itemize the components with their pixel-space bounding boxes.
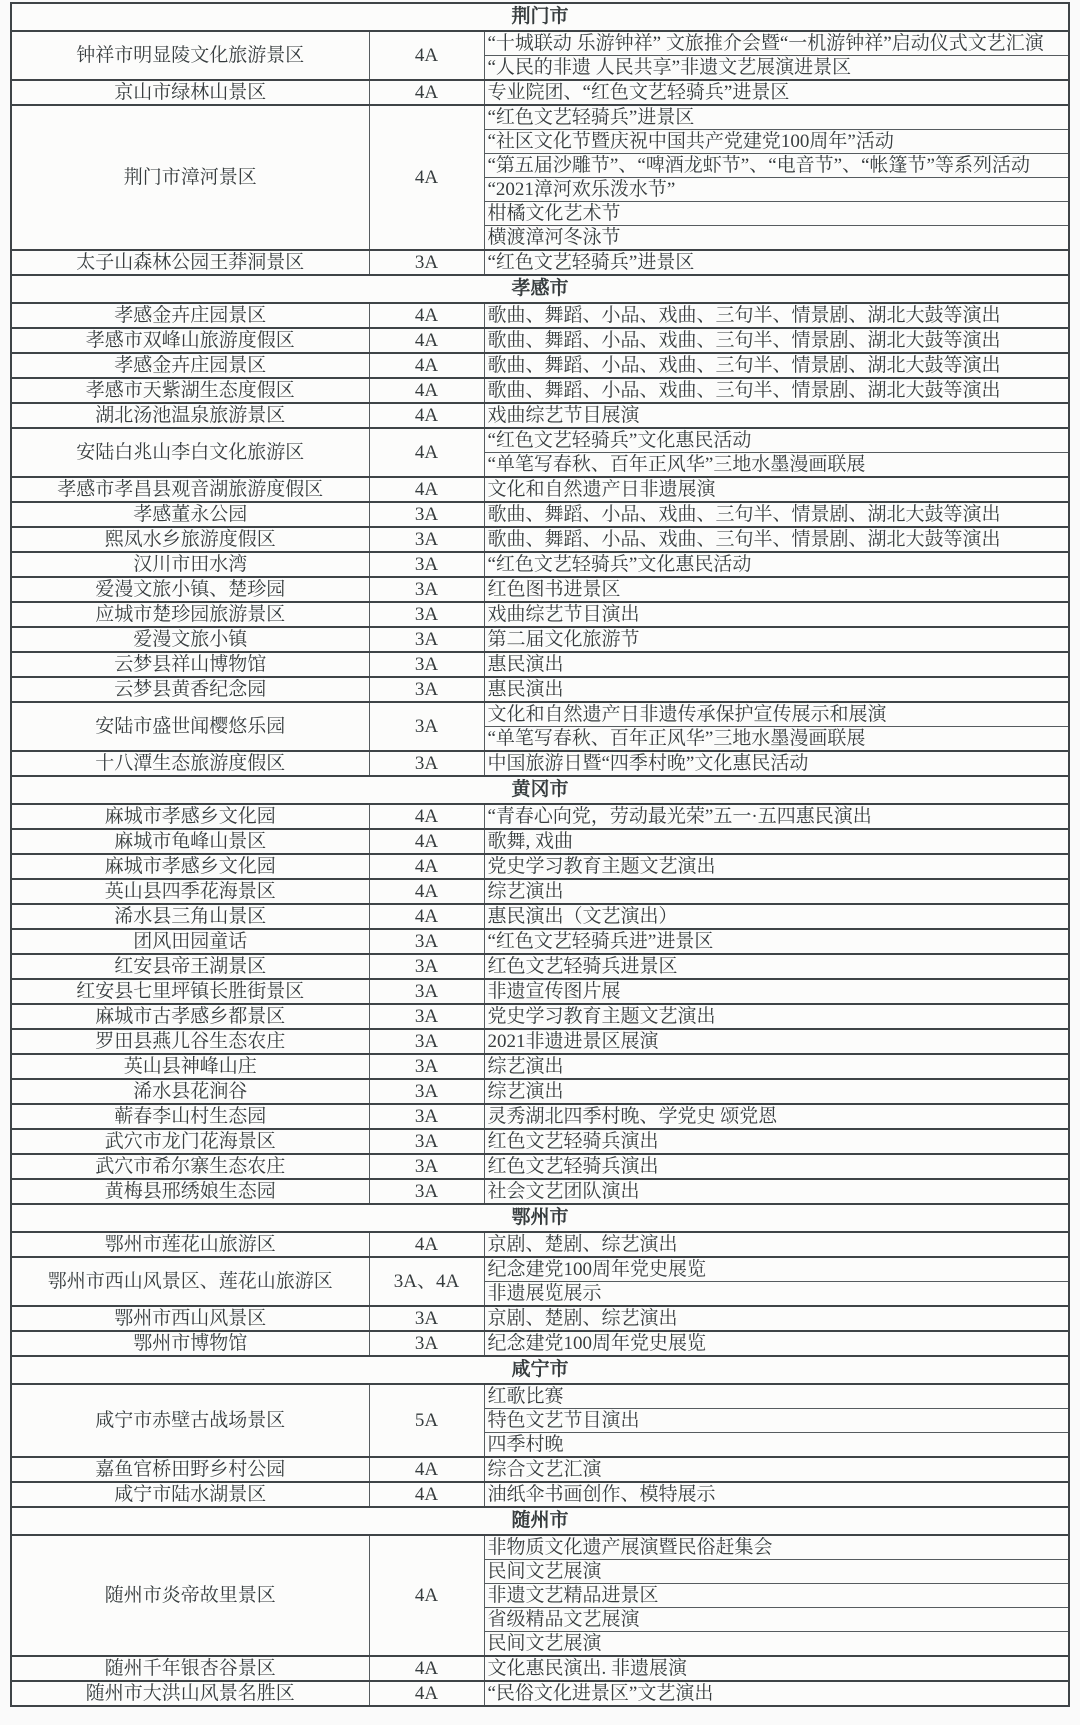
table-row	[11, 979, 1069, 1004]
table-row	[11, 804, 1069, 829]
rating-badge: 4A	[369, 879, 484, 904]
table-row	[11, 1384, 1069, 1409]
city-header-row	[11, 275, 1069, 303]
activity-cell: 文化和自然遗产日非遗传承保护宣传展示和展演	[484, 702, 1069, 727]
attraction-name: 红安县帝王湖景区	[11, 954, 369, 979]
attraction-name: 鄂州市西山风景区	[11, 1306, 369, 1331]
table-row	[11, 477, 1069, 502]
attraction-name: 浠水县三角山景区	[11, 904, 369, 929]
activity-cell: 社会文艺团队演出	[484, 1179, 1069, 1204]
attraction-name: 熙凤水乡旅游度假区	[11, 527, 369, 552]
attraction-name: 鄂州市西山风景区、莲花山旅游区	[11, 1257, 369, 1306]
rating-badge: 3A	[369, 1306, 484, 1331]
table-row	[11, 904, 1069, 929]
activity-cell: 中国旅游日暨“四季村晚”文化惠民活动	[484, 751, 1069, 776]
attraction-name: 麻城市孝感乡文化园	[11, 854, 369, 879]
activity-cell: 惠民演出	[484, 677, 1069, 702]
table-row	[11, 1004, 1069, 1029]
rating-badge: 4A	[369, 403, 484, 428]
table-row	[11, 1482, 1069, 1507]
table-row	[11, 105, 1069, 130]
activity-cell: 特色文艺节目演出	[484, 1409, 1069, 1433]
attraction-name: 孝感董永公园	[11, 502, 369, 527]
attraction-name: 京山市绿林山景区	[11, 80, 369, 105]
city-header-row	[11, 3, 1069, 31]
rating-badge: 3A	[369, 1104, 484, 1129]
table-row	[11, 1656, 1069, 1681]
table-row	[11, 954, 1069, 979]
table-row	[11, 652, 1069, 677]
activity-cell: “青春心向党，劳动最光荣”五一·五四惠民演出	[484, 804, 1069, 829]
attraction-name: 麻城市龟峰山景区	[11, 829, 369, 854]
attraction-name: 武穴市希尔寨生态农庄	[11, 1154, 369, 1179]
attraction-name: 英山县四季花海景区	[11, 879, 369, 904]
table-row	[11, 1457, 1069, 1482]
city-header: 荆门市	[11, 3, 1069, 31]
rating-badge: 3A	[369, 577, 484, 602]
table-row	[11, 1179, 1069, 1204]
activity-cell: 纪念建党100周年党史展览	[484, 1257, 1069, 1282]
activity-cell: 第二届文化旅游节	[484, 627, 1069, 652]
table-row	[11, 1681, 1069, 1706]
table-row	[11, 1079, 1069, 1104]
rating-badge: 4A	[369, 477, 484, 502]
activity-cell: 红歌比赛	[484, 1384, 1069, 1409]
table-row	[11, 854, 1069, 879]
table-row	[11, 303, 1069, 328]
city-header-row	[11, 1507, 1069, 1535]
attraction-name: 汉川市田水湾	[11, 552, 369, 577]
rating-badge: 4A	[369, 303, 484, 328]
attraction-name: 咸宁市陆水湖景区	[11, 1482, 369, 1507]
activity-cell: 非物质文化遗产展演暨民俗赶集会	[484, 1535, 1069, 1560]
attraction-name: 武穴市龙门花海景区	[11, 1129, 369, 1154]
rating-badge: 3A	[369, 652, 484, 677]
attraction-name: 湖北汤池温泉旅游景区	[11, 403, 369, 428]
table-row	[11, 1029, 1069, 1054]
activity-cell: 文化惠民演出. 非遗展演	[484, 1656, 1069, 1681]
activity-cell: “2021漳河欢乐泼水节”	[484, 178, 1069, 202]
activity-cell: 歌曲、舞蹈、小品、戏曲、三句半、情景剧、湖北大鼓等演出	[484, 353, 1069, 378]
attraction-name: 鄂州市莲花山旅游区	[11, 1232, 369, 1257]
activity-cell: 京剧、楚剧、综艺演出	[484, 1306, 1069, 1331]
rating-badge: 4A	[369, 1482, 484, 1507]
city-header-row	[11, 776, 1069, 804]
city-header: 鄂州市	[11, 1204, 1069, 1232]
activity-cell: “红色文艺轻骑兵”文化惠民活动	[484, 428, 1069, 453]
activity-cell: 2021非遗进景区展演	[484, 1029, 1069, 1054]
attraction-name: 太子山森林公园王莽洞景区	[11, 250, 369, 275]
city-header: 咸宁市	[11, 1356, 1069, 1384]
table-row	[11, 502, 1069, 527]
attraction-name: 英山县神峰山庄	[11, 1054, 369, 1079]
activity-cell: 歌曲、舞蹈、小品、戏曲、三句半、情景剧、湖北大鼓等演出	[484, 527, 1069, 552]
attraction-name: 黄梅县邢绣娘生态园	[11, 1179, 369, 1204]
attraction-name: 团风田园童话	[11, 929, 369, 954]
table-body	[11, 3, 1069, 1706]
activity-cell: 省级精品文艺展演	[484, 1608, 1069, 1632]
activity-cell: 综合文艺汇演	[484, 1457, 1069, 1482]
table-row	[11, 1535, 1069, 1560]
activity-cell: 红色文艺轻骑兵进景区	[484, 954, 1069, 979]
table-row	[11, 751, 1069, 776]
attraction-name: 孝感市天紫湖生态度假区	[11, 378, 369, 403]
rating-badge: 3A	[369, 627, 484, 652]
activity-cell: 红色图书进景区	[484, 577, 1069, 602]
rating-badge: 3A	[369, 677, 484, 702]
activity-cell: “红色文艺轻骑兵”文化惠民活动	[484, 552, 1069, 577]
table-row	[11, 527, 1069, 552]
attraction-name: 安陆市盛世闻樱悠乐园	[11, 702, 369, 751]
rating-badge: 5A	[369, 1384, 484, 1457]
activity-cell: 纪念建党100周年党史展览	[484, 1331, 1069, 1356]
activity-cell: 非遗文艺精品进景区	[484, 1584, 1069, 1608]
rating-badge: 4A	[369, 804, 484, 829]
table-row	[11, 250, 1069, 275]
activity-cell: 歌曲、舞蹈、小品、戏曲、三句半、情景剧、湖北大鼓等演出	[484, 502, 1069, 527]
table-row	[11, 378, 1069, 403]
city-header: 黄冈市	[11, 776, 1069, 804]
attraction-name: 云梦县祥山博物馆	[11, 652, 369, 677]
activity-cell: 红色文艺轻骑兵演出	[484, 1129, 1069, 1154]
activity-cell: 戏曲综艺节目展演	[484, 403, 1069, 428]
table-row	[11, 702, 1069, 727]
activity-cell: 惠民演出	[484, 652, 1069, 677]
table-row	[11, 1104, 1069, 1129]
table-row	[11, 879, 1069, 904]
rating-badge: 3A	[369, 929, 484, 954]
attraction-name: 红安县七里坪镇长胜街景区	[11, 979, 369, 1004]
attraction-name: 鄂州市博物馆	[11, 1331, 369, 1356]
table-row	[11, 1232, 1069, 1257]
rating-badge: 3A	[369, 602, 484, 627]
attraction-name: 孝感市双峰山旅游度假区	[11, 328, 369, 353]
rating-badge: 3A	[369, 1129, 484, 1154]
activity-cell: 歌舞, 戏曲	[484, 829, 1069, 854]
table-row	[11, 1054, 1069, 1079]
table-row	[11, 1306, 1069, 1331]
rating-badge: 3A	[369, 502, 484, 527]
activity-cell: 戏曲综艺节目演出	[484, 602, 1069, 627]
attraction-name: 孝感市孝昌县观音湖旅游度假区	[11, 477, 369, 502]
rating-badge: 4A	[369, 1681, 484, 1706]
attraction-name: 罗田县燕儿谷生态农庄	[11, 1029, 369, 1054]
attraction-name: 麻城市孝感乡文化园	[11, 804, 369, 829]
table-row	[11, 1331, 1069, 1356]
activity-cell: 灵秀湖北四季村晚、学党史 颂党恩	[484, 1104, 1069, 1129]
activity-cell: “第五届沙雕节”、“啤酒龙虾节”、“电音节”、“帐篷节”等系列活动	[484, 154, 1069, 178]
activity-cell: 红色文艺轻骑兵演出	[484, 1154, 1069, 1179]
rating-badge: 3A	[369, 751, 484, 776]
attraction-name: 云梦县黄香纪念园	[11, 677, 369, 702]
rating-badge: 4A	[369, 80, 484, 105]
table-row	[11, 1129, 1069, 1154]
attraction-name: 麻城市古孝感乡都景区	[11, 1004, 369, 1029]
rating-badge: 4A	[369, 428, 484, 477]
rating-badge: 3A	[369, 702, 484, 751]
rating-badge: 3A	[369, 1331, 484, 1356]
table-row	[11, 80, 1069, 105]
table-row	[11, 1154, 1069, 1179]
city-header: 随州市	[11, 1507, 1069, 1535]
rating-badge: 4A	[369, 1457, 484, 1482]
city-header-row	[11, 1204, 1069, 1232]
activity-cell: 民间文艺展演	[484, 1632, 1069, 1657]
rating-badge: 3A	[369, 250, 484, 275]
activity-cell: 文化和自然遗产日非遗展演	[484, 477, 1069, 502]
attraction-name: 随州千年银杏谷景区	[11, 1656, 369, 1681]
activity-cell: 党史学习教育主题文艺演出	[484, 1004, 1069, 1029]
rating-badge: 3A	[369, 1179, 484, 1204]
rating-badge: 3A、4A	[369, 1257, 484, 1306]
rating-badge: 3A	[369, 552, 484, 577]
table-row	[11, 1257, 1069, 1282]
table-row	[11, 829, 1069, 854]
attraction-name: 安陆白兆山李白文化旅游区	[11, 428, 369, 477]
activity-cell: 综艺演出	[484, 879, 1069, 904]
attraction-name: 爱漫文旅小镇、楚珍园	[11, 577, 369, 602]
attraction-name: 蕲春李山村生态园	[11, 1104, 369, 1129]
activity-cell: 综艺演出	[484, 1079, 1069, 1104]
rating-badge: 3A	[369, 979, 484, 1004]
rating-badge: 3A	[369, 1079, 484, 1104]
attraction-name: 咸宁市赤壁古战场景区	[11, 1384, 369, 1457]
rating-badge: 4A	[369, 378, 484, 403]
table-row	[11, 577, 1069, 602]
rating-badge: 4A	[369, 353, 484, 378]
table-row	[11, 353, 1069, 378]
rating-badge: 3A	[369, 527, 484, 552]
activity-cell: “民俗文化进景区”文艺演出	[484, 1681, 1069, 1706]
rating-badge: 4A	[369, 31, 484, 80]
activity-cell: 歌曲、舞蹈、小品、戏曲、三句半、情景剧、湖北大鼓等演出	[484, 378, 1069, 403]
table-row	[11, 677, 1069, 702]
activity-cell: “红色文艺轻骑兵进”进景区	[484, 929, 1069, 954]
city-header: 孝感市	[11, 275, 1069, 303]
activity-cell: “单笔写春秋、百年正风华”三地水墨漫画联展	[484, 727, 1069, 752]
attractions-activities-table	[10, 2, 1070, 1707]
activity-cell: 歌曲、舞蹈、小品、戏曲、三句半、情景剧、湖北大鼓等演出	[484, 303, 1069, 328]
attraction-name: 随州市大洪山风景名胜区	[11, 1681, 369, 1706]
attraction-name: 荆门市漳河景区	[11, 105, 369, 250]
rating-badge: 4A	[369, 904, 484, 929]
attraction-name: 钟祥市明显陵文化旅游景区	[11, 31, 369, 80]
activity-cell: 非遗宣传图片展	[484, 979, 1069, 1004]
table-row	[11, 31, 1069, 56]
attraction-name: 嘉鱼官桥田野乡村公园	[11, 1457, 369, 1482]
rating-badge: 4A	[369, 1535, 484, 1656]
rating-badge: 3A	[369, 1054, 484, 1079]
rating-badge: 3A	[369, 1004, 484, 1029]
rating-badge: 4A	[369, 854, 484, 879]
attraction-name: 随州市炎帝故里景区	[11, 1535, 369, 1656]
table-row	[11, 929, 1069, 954]
activity-cell: 综艺演出	[484, 1054, 1069, 1079]
attraction-name: 爱漫文旅小镇	[11, 627, 369, 652]
activity-cell: 民间文艺展演	[484, 1560, 1069, 1584]
activity-cell: “十城联动 乐游钟祥” 文旅推介会暨“一机游钟祥”启动仪式文艺汇演	[484, 31, 1069, 56]
rating-badge: 4A	[369, 105, 484, 250]
rating-badge: 3A	[369, 1029, 484, 1054]
table-row	[11, 428, 1069, 453]
activity-cell: 京剧、楚剧、综艺演出	[484, 1232, 1069, 1257]
activity-cell: “单笔写春秋、百年正风华”三地水墨漫画联展	[484, 453, 1069, 478]
city-header-row	[11, 1356, 1069, 1384]
attraction-name: 浠水县花涧谷	[11, 1079, 369, 1104]
activity-cell: “人民的非遗 人民共享”非遗文艺展演进景区	[484, 56, 1069, 81]
rating-badge: 4A	[369, 1656, 484, 1681]
rating-badge: 4A	[369, 328, 484, 353]
activity-cell: 党史学习教育主题文艺演出	[484, 854, 1069, 879]
activity-cell: 柑橘文化艺术节	[484, 202, 1069, 226]
activity-cell: “社区文化节暨庆祝中国共产党建党100周年”活动	[484, 130, 1069, 154]
rating-badge: 4A	[369, 1232, 484, 1257]
attraction-name: 十八潭生态旅游度假区	[11, 751, 369, 776]
activity-cell: “红色文艺轻骑兵”进景区	[484, 105, 1069, 130]
table-row	[11, 552, 1069, 577]
rating-badge: 3A	[369, 954, 484, 979]
activity-cell: “红色文艺轻骑兵”进景区	[484, 250, 1069, 275]
activity-cell: 专业院团、“红色文艺轻骑兵”进景区	[484, 80, 1069, 105]
activity-cell: 歌曲、舞蹈、小品、戏曲、三句半、情景剧、湖北大鼓等演出	[484, 328, 1069, 353]
rating-badge: 3A	[369, 1154, 484, 1179]
attraction-name: 孝感金卉庄园景区	[11, 353, 369, 378]
activity-cell: 油纸伞书画创作、模特展示	[484, 1482, 1069, 1507]
rating-badge: 4A	[369, 829, 484, 854]
table-row	[11, 328, 1069, 353]
activity-cell: 非遗展览展示	[484, 1282, 1069, 1307]
activity-cell: 四季村晚	[484, 1433, 1069, 1458]
activity-cell: 横渡漳河冬泳节	[484, 226, 1069, 251]
table-row	[11, 602, 1069, 627]
attraction-name: 孝感金卉庄园景区	[11, 303, 369, 328]
activity-cell: 惠民演出（文艺演出）	[484, 904, 1069, 929]
table-row	[11, 403, 1069, 428]
attraction-name: 应城市楚珍园旅游景区	[11, 602, 369, 627]
table-row	[11, 627, 1069, 652]
